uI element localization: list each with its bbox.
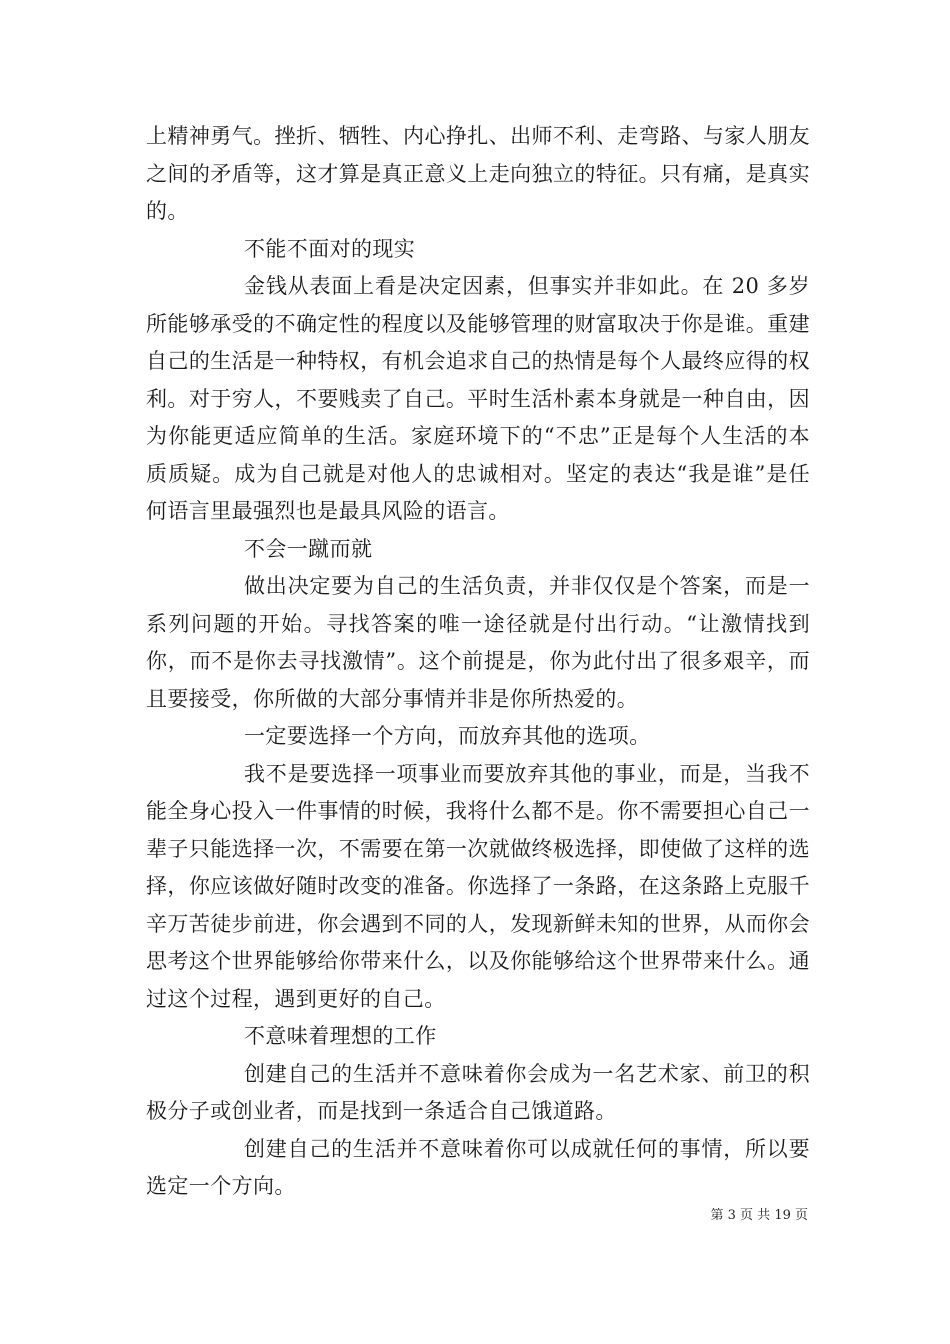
paragraph-6: 创建自己的生活并不意味着你可以成就任何的事情，所以要选定一个方向。	[146, 1136, 810, 1198]
section-heading-ideal-job: 不意味着理想的工作	[244, 1024, 437, 1048]
paragraph-5: 创建自己的生活并不意味着你会成为一名艺术家、前卫的积极分子或创业者，而是找到一条适合自己饿道路。	[146, 1061, 810, 1123]
section-heading-reality: 不能不面对的现实	[244, 236, 416, 261]
paragraph-3: 做出决定要为自己的生活负责，并非仅仅是个答案，而是一系列问题的开始。寻找答案的唯一途径就是付出行动。“让激情找到你，而不是你去寻找激情”。这个前提是，你为此付出了很多艰辛，而且要接受，你所做的大部分事情并非是你所热爱的。	[146, 574, 810, 711]
page-number-footer: 第 3 页 共 19 页	[710, 1208, 808, 1223]
document-body	[146, 118, 810, 1206]
paragraph-4: 我不是要选择一项事业而要放弃其他的事业，而是，当我不能全身心投入一件事情的时候，我将什么都不是。你不需要担心自己一辈子只能选择一次，不需要在第一次就做终极选择，即使做了这样的选择，你应该做好随时改变的准备。你选择了一条路，在这条路上克服千辛万苦徒步前进，你会遇到不同的人，发现新鲜未知的世界，从而你会思考这个世界能够给你带来什么，以及你能够给这个世界带来什么。通过这个过程，遇到更好的自己。	[146, 761, 810, 1011]
paragraph-2: 金钱从表面上看是决定因素，但事实并非如此。在 20 多岁所能够承受的不确定性的程度以及能够管理的财富取决于你是谁。重建自己的生活是一种特权，有机会追求自己的热情是每个人最终应得的权利。对于穷人，不要贱卖了自己。平时生活朴素本身就是一种自由，因为你能更适应简单的生活。家庭环境下的“不忠”正是每个人生活的本质质疑。成为自己就是对他人的忠诚相对。坚定的表达“我是谁”是任何语言里最强烈也是最具风险的语言。	[146, 274, 810, 523]
section-heading-choose-direction: 一定要选择一个方向，而放弃其他的选项。	[244, 724, 651, 748]
paragraph-1: 上精神勇气。挫折、牺牲、内心挣扎、出师不利、走弯路、与家人朋友之间的矛盾等，这才算是真正意义上走向独立的特征。只有痛，是真实的。	[146, 124, 810, 223]
section-heading-not-overnight: 不会一蹴而就	[244, 536, 373, 561]
